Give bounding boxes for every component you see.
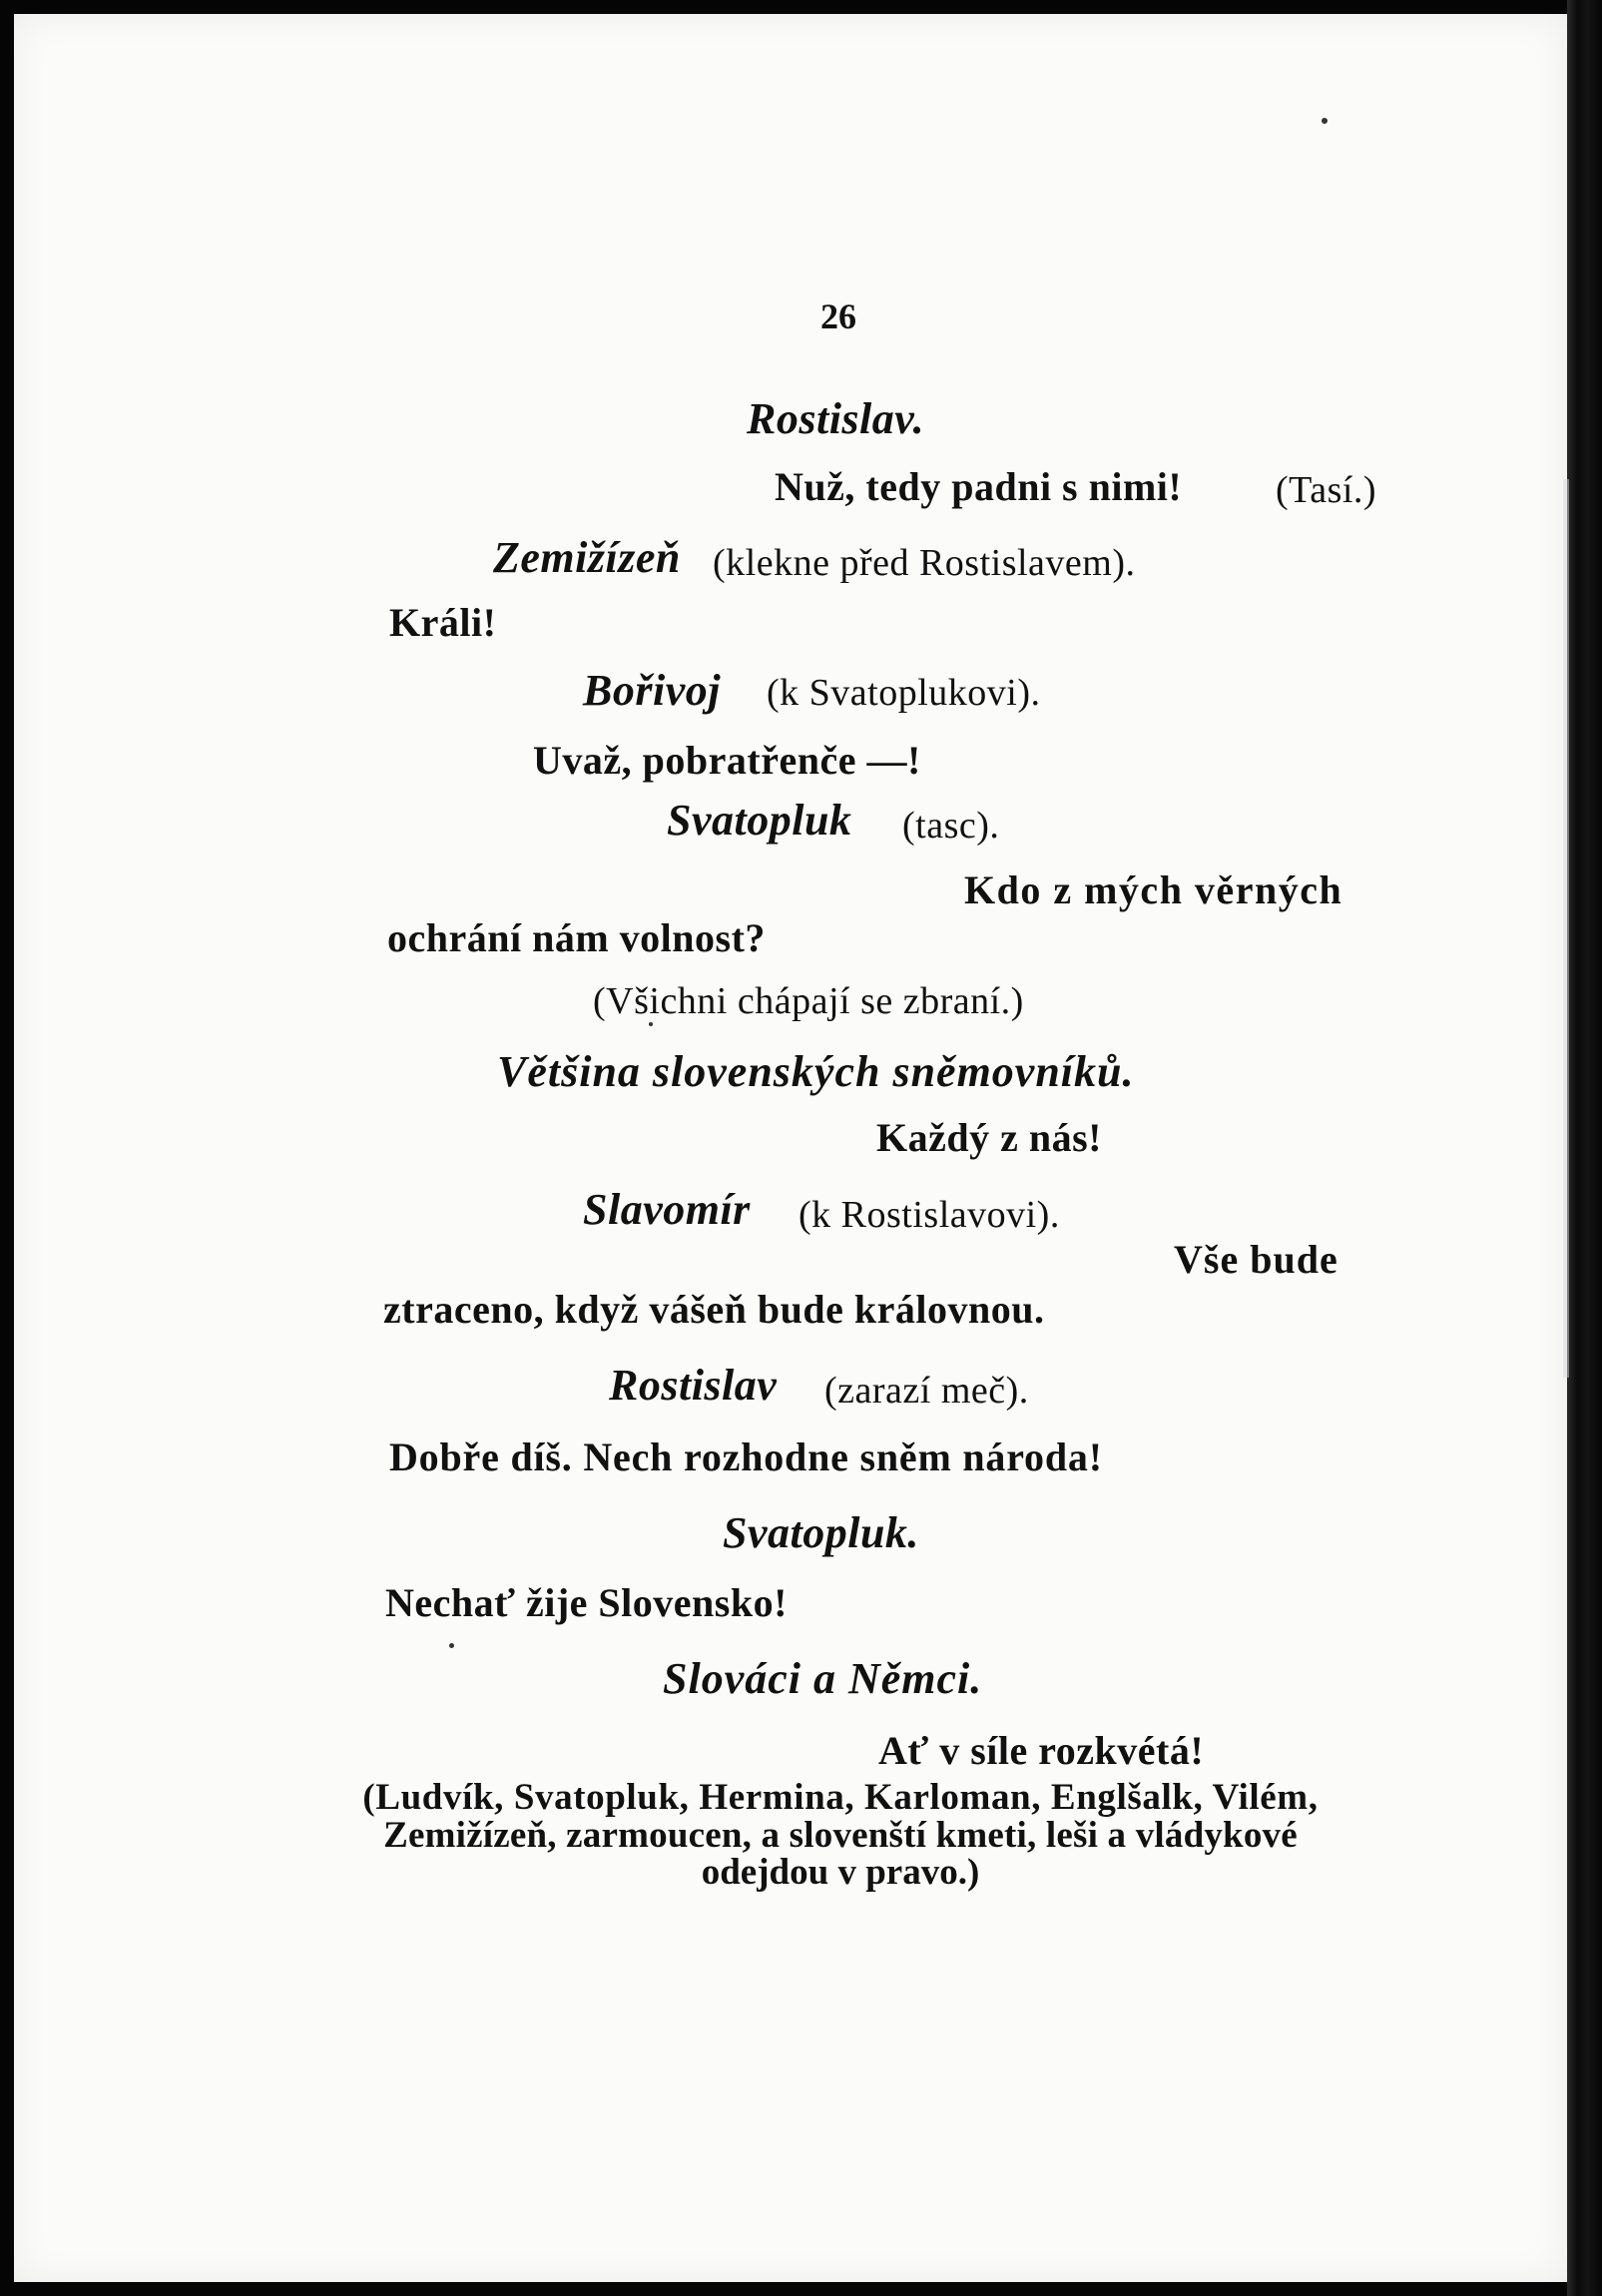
dialogue-line: Ať v síle rozkvétá! bbox=[878, 1728, 1205, 1773]
dialogue-line: Nuž, tedy padni s nimi! bbox=[775, 464, 1183, 509]
dialogue-line: ochrání nám volnost? bbox=[387, 915, 766, 960]
stage-direction: (Tasí.) bbox=[1276, 469, 1377, 511]
stage-direction: (k Rostislavovi). bbox=[799, 1194, 1060, 1236]
dialogue-line: Dobře díš. Nech rozhodne sněm národa! bbox=[389, 1435, 1103, 1479]
stage-direction: (zarazí meč). bbox=[824, 1370, 1029, 1412]
stage-direction: (k Svatoplukovi). bbox=[767, 672, 1041, 714]
scan-speck bbox=[649, 1022, 653, 1026]
speaker-svatopluk: Svatopluk bbox=[667, 796, 852, 845]
dialogue-line: Kdo z mých věrných bbox=[964, 867, 1343, 912]
dialogue-line: Každý z nás! bbox=[876, 1115, 1102, 1160]
scan-speck bbox=[449, 1643, 454, 1648]
stage-direction: (Všichni chápají se zbraní.) bbox=[593, 980, 1024, 1022]
dialogue-line: ztraceno, když vášeň bude královnou. bbox=[383, 1287, 1045, 1332]
page-number: 26 bbox=[820, 296, 856, 336]
page-edge-highlight bbox=[1563, 479, 1569, 1378]
closing-line-1: (Ludvík, Svatopluk, Hermina, Karloman, Englšalk, Vilém, bbox=[362, 1777, 1319, 1818]
stage-direction: (tasc). bbox=[902, 805, 1000, 847]
book-page bbox=[14, 14, 1567, 2282]
dialogue-line: Uvaž, pobratřenče —! bbox=[533, 738, 921, 783]
speaker-vetsina: Většina slovenských sněmovníků. bbox=[497, 1047, 1135, 1096]
dialogue-line: Králi! bbox=[389, 600, 497, 645]
speaker-zemizizen: Zemižízeň bbox=[493, 533, 681, 582]
speaker-borivoj: Bořivoj bbox=[583, 666, 721, 715]
closing-line-3: odejdou v pravo.) bbox=[701, 1852, 980, 1894]
closing-line-2: Zemižízeň, zarmoucen, a slovenští kmeti, leši a vládykové bbox=[383, 1814, 1298, 1856]
scan-speck bbox=[1322, 118, 1328, 124]
speaker-svatopluk: Svatopluk. bbox=[723, 1508, 919, 1557]
speaker-rostislav: Rostislav. bbox=[747, 394, 925, 443]
closing-stage-direction bbox=[271, 1779, 1409, 1892]
stage-direction: (klekne před Rostislavem). bbox=[713, 542, 1136, 584]
speaker-rostislav: Rostislav bbox=[609, 1361, 778, 1410]
speaker-slavomir: Slavomír bbox=[583, 1185, 751, 1234]
speaker-slovaci-a-nemci: Slováci a Němci. bbox=[663, 1654, 983, 1703]
dialogue-line: Vše bude bbox=[1174, 1237, 1338, 1282]
dialogue-line: Nechať žije Slovensko! bbox=[385, 1580, 788, 1625]
scan-right-edge bbox=[1567, 0, 1602, 2296]
